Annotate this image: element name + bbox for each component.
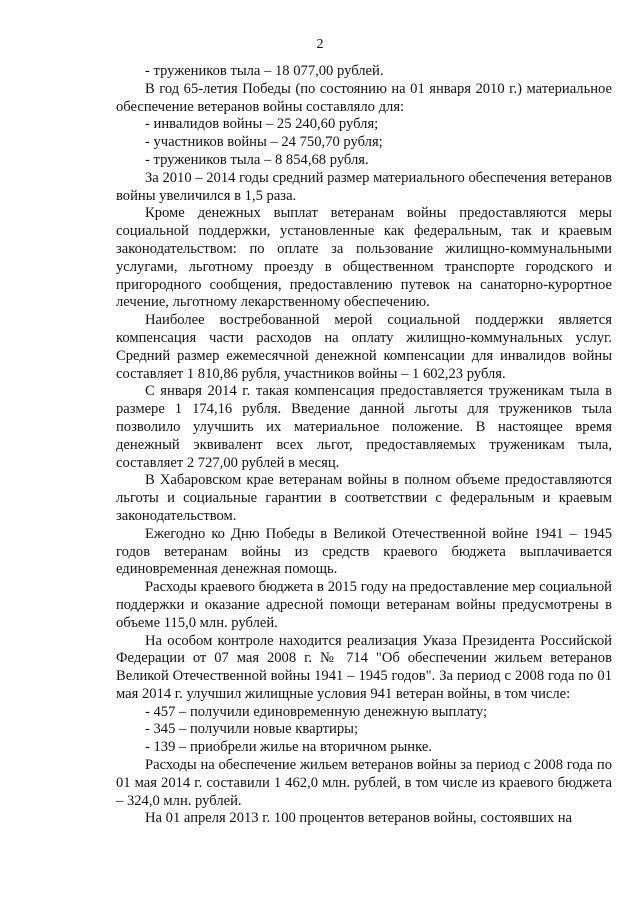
paragraph: С января 2014 г. такая компенсация предоставляется труженикам тыла в размере 1 174,16 рубля. Введение данной льготы для тружеников тыла позволило улучшить их материальное положение. В настоящее время денежный эквивалент всех льгот, предоставляемых труженикам тыла, составляет 2 727,00 рублей в месяц. (116, 383, 612, 471)
paragraph-list-item: - 457 – получили единовременную денежную выплату; (145, 703, 488, 720)
paragraph: Наиболее востребованной мерой социальной поддержки является компенсация части расходов на оплату жилищно-коммунальных услуг. Средний размер ежемесячной денежной компенсации для инвалидов войны составляет 1 810,86 рубля, участников войны – 1 602,23 рубля. (116, 312, 612, 382)
paragraph: Расходы на обеспечение жильем ветеранов войны за период с 2008 года по 01 мая 2014 г. составили 1 462,0 млн. рублей, в том числе из краевого бюджета – 324,0 млн. рублей. (116, 757, 612, 809)
paragraph-list-item: - тружеников тыла – 18 077,00 рублей. (145, 63, 384, 79)
paragraph: За 2010 – 2014 годы средний размер материального обеспечения ветеранов войны увеличился в 1,5 раза. (116, 169, 612, 204)
document-body (116, 63, 612, 828)
paragraph-list-item: - 139 – приобрели жилье на вторичном рынке. (145, 739, 432, 756)
paragraph: В год 65-летия Победы (по состоянию на 01 января 2010 г.) материальное обеспечение ветеранов войны составляло для: (116, 80, 612, 115)
paragraph-list-item: - инвалидов войны – 25 240,60 рубля; (145, 116, 379, 133)
paragraph: На особом контроле находится реализация Указа Президента Российской Федерации от 07 мая 2008 г. № 714 "Об обеспечении жильем ветеранов Великой Отечественной войны 1941 – 1945 годов". За период с 2008 года по 01 мая 2014 г. улучшил жилищные условия 941 ветеран войны, в том числе: (116, 632, 612, 702)
paragraph-list-item: - 345 – получили новые квартиры; (145, 721, 359, 738)
paragraph-list-item: - тружеников тыла – 8 854,68 рубля. (145, 151, 369, 168)
paragraph: Кроме денежных выплат ветеранам войны предоставляются меры социальной поддержки, установленные как федеральным, так и краевым законодательством: по оплате за пользование жилищно-коммунальными услугами, льготному проезду в общественном транспорте городского и пригородного сообщения, предоставлению путевок на санаторно-курортное лечение, льготному лекарственному обеспечению. (116, 205, 612, 311)
paragraph: Расходы краевого бюджета в 2015 году на предоставление мер социальной поддержки и оказание адресной помощи ветеранам войны предусмотрены в объеме 115,0 млн. рублей. (116, 579, 612, 631)
paragraph: Ежегодно ко Дню Победы в Великой Отечественной войне 1941 – 1945 годов ветеранам войны из средств краевого бюджета выплачивается единовременная денежная помощь. (116, 525, 612, 578)
page-number: 2 (316, 37, 324, 52)
paragraph-list-item: - участников войны – 24 750,70 рубля; (145, 134, 383, 151)
paragraph: В Хабаровском крае ветеранам войны в полном объеме предоставляются льготы и социальные гарантии в соответствии с федеральным и краевым законодательством. (116, 472, 612, 524)
paragraph: На 01 апреля 2013 г. 100 процентов ветеранов войны, состоявших на (145, 810, 573, 827)
